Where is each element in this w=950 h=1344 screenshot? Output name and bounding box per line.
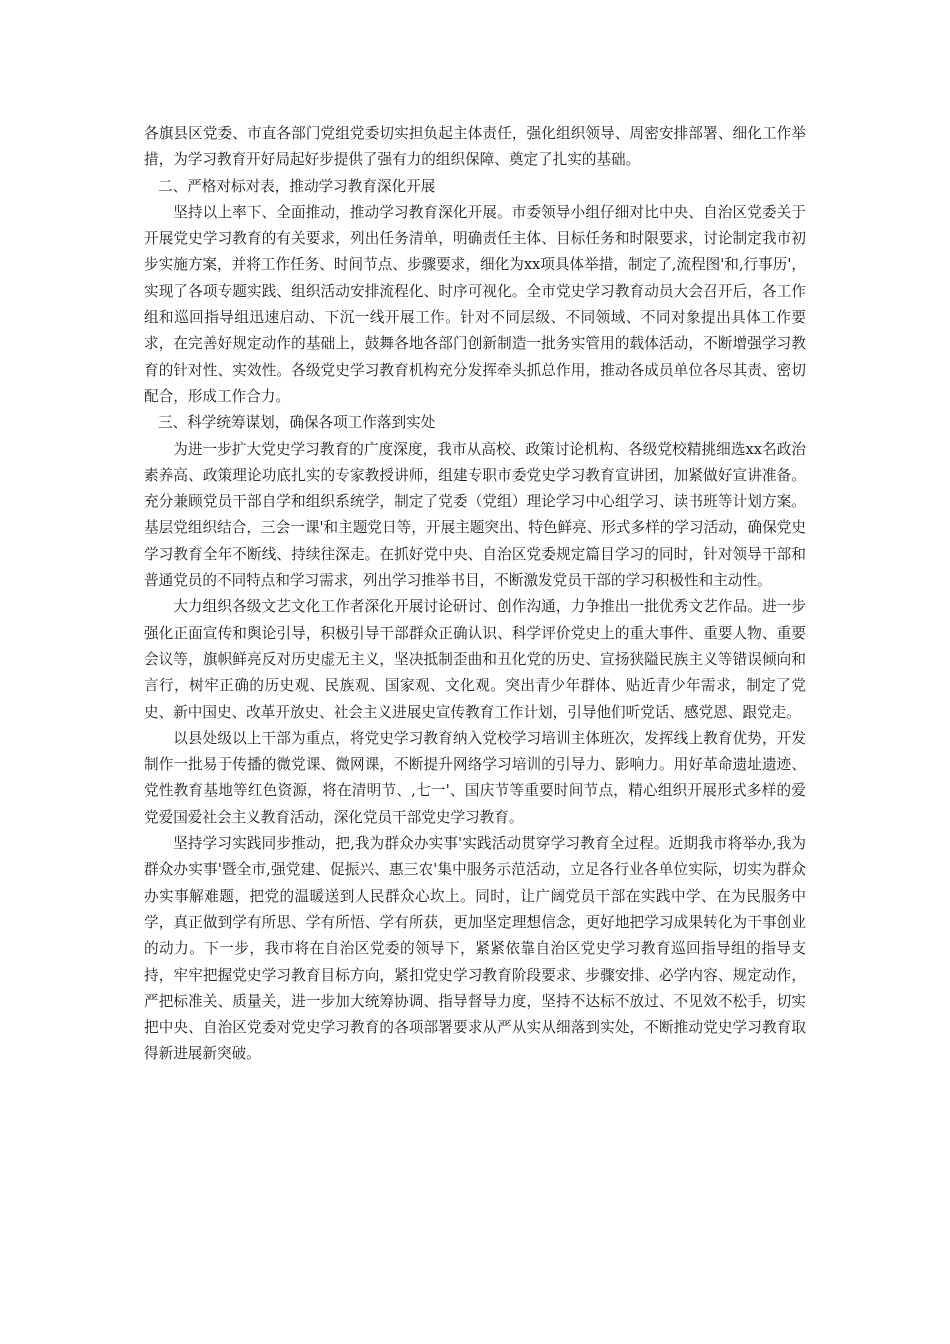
paragraph-culture-works: 大力组织各级文艺文化工作者深化开展讨论研讨、创作沟通，力争推出一批优秀文艺作品。进一步强化正面宣传和舆论引导，积极引导干部群众正确认识、科学评价党史上的重大事件、重要人物、重要会议等，旗帜鲜亮反对历史虚无主义，坚决抵制歪曲和丑化党的历史、宣扬狭隘民族主义等错误倾向和言行，树牢正确的历史观、民族观、国家观、文化观。突出青少年群体、贴近青少年需求，制定了党史、新中国史、改革开放史、社会主义进展史宣传教育工作计划，引导他们听党话、感党恩、跟党走。 xyxy=(144,598,806,721)
paragraph-lecture-team: 为进一步扩大党史学习教育的广度深度，我市从高校、政策讨论机构、各级党校精挑细选xx名政治素养高、政策理论功底扎实的专家教授讲师，组建专职市委党史学习教育宣讲团，加紧做好宣讲准备。充分兼顾党员干部自学和组织系统学，制定了党委（党组）理论学习中心组学习、读书班等计划方案。基层党组织结合，三会一课'和主题党日等，开展主题突出、特色鲜亮、形式多样的学习活动，确保党史学习教育全年不断线、持续往深走。在抓好党中央、自治区党委规定篇目学习的同时，针对领导干部和普通党员的不同特点和学习需求，列出学习推举书目，不断激发党员干部的学习积极性和主动性。 xyxy=(144,440,806,590)
paragraph-section-2: 坚持以上率下、全面推动，推动学习教育深化开展。市委领导小组仔细对比中央、自治区党委关于开展党史学习教育的有关要求，列出任务清单，明确责任主体、目标任务和时限要求，讨论制定我市初步实施方案，并将工作任务、时间节点、步骤要求，细化为xx项具体举措，制定了,流程图'和,行事历'，实现了各项专题实践、组织活动安排流程化、时序可视化。全市党史学习教育动员大会召开后，各工作组和巡回指导组迅速启动、下沉一线开展工作。针对不同层级、不同领域、不同对象提出具体工作要求，在完善好规定动作的基础上，鼓舞各地各部门创新制造一批务实管用的载体活动，不断增强学习教育的针对性、实效性。各级党史学习教育机构充分发挥牵头抓总作用，推动各成员单位各尽其责、密切配合，形成工作合力。 xyxy=(144,203,806,405)
paragraph-cadre-training: 以县处级以上干部为重点，将党史学习教育纳入党校学习培训主体班次，发挥线上教育优势，开发制作一批易于传播的微党课、微网课，不断提升网络学习培训的引导力、影响力。用好革命遗址遗迹、党性教育基地等红色资源，将在清明节、,七一'、国庆节等重要时间节点，精心组织开展形式多样的爱党爱国爱社会主义教育活动，深化党员干部党史学习教育。 xyxy=(144,729,806,826)
paragraph-practice: 坚持学习实践同步推动，把,我为群众办实事'实践活动贯穿学习教育全过程。近期我市将举办,我为群众办实事'暨全市,强党建、促振兴、惠三农'集中服务示范活动，立足各行业各单位实际，切实为群众办实事解难题，把党的温暖送到人民群众心坎上。同时，让广阔党员干部在实践中学、在为民服务中学，真正做到学有所思、学有所悟、学有所获，更加坚定理想信念，更好地把学习成果转化为干事创业的动力。下一步，我市将在自治区党委的领导下，紧紧依靠自治区党史学习教育巡回指导组的指导支持，牢牢把握党史学习教育目标方向，紧扣党史学习教育阶段要求、步骤安排、必学内容、规定动作，严把标准关、质量关，进一步加大统筹协调、指导督导力度，坚持不达标不放过、不见效不松手，切实把中央、自治区党委对党史学习教育的各项部署要求从严从实从细落到实处，不断推动党史学习教育取得新进展新突破。 xyxy=(144,835,806,1063)
document-body xyxy=(144,121,806,1068)
section-heading-2: 二、严格对标对表，推动学习教育深化开展 xyxy=(158,177,436,195)
section-heading-3: 三、科学统筹谋划，确保各项工作落到实处 xyxy=(158,414,436,432)
paragraph-intro: 各旗县区党委、市直各部门党组党委切实担负起主体责任，强化组织领导、周密安排部署、细化工作举措，为学习教育开好局起好步提供了强有力的组织保障、奠定了扎实的基础。 xyxy=(144,125,806,169)
